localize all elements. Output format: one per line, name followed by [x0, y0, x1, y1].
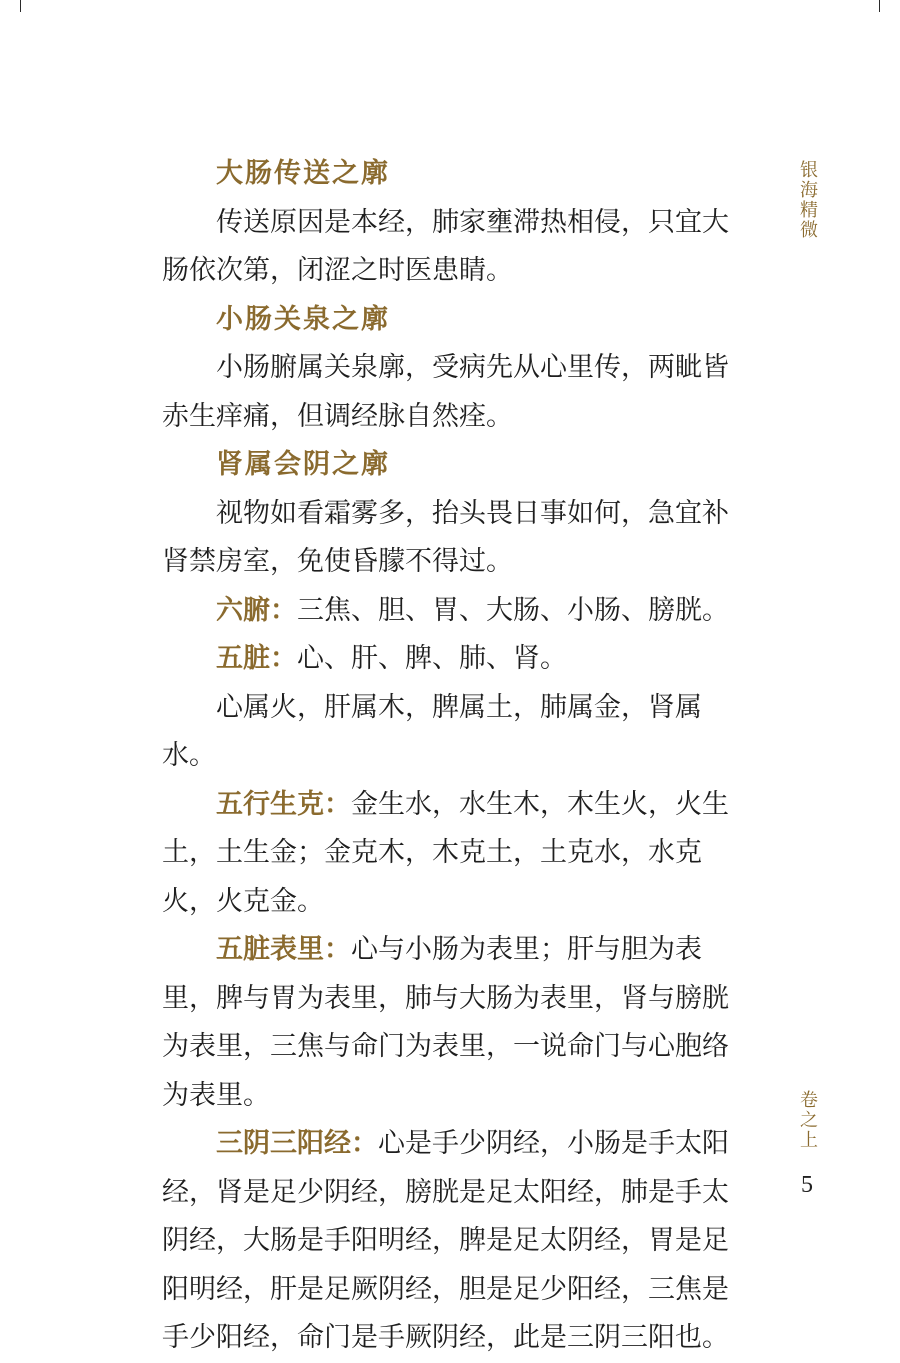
- term-label: 五脏：: [216, 643, 297, 674]
- paragraph: [162, 587, 754, 636]
- paragraph: 视物如看霜雾多，抬头畏日事如何，急宜补肾禁房室，免使昏朦不得过。: [162, 497, 729, 577]
- crop-mark-top-right: [879, 0, 880, 12]
- page-number: 5: [801, 1172, 813, 1198]
- term-label: 五行生克：: [216, 788, 351, 820]
- section-heading: 小肠关泉之廓: [216, 303, 390, 335]
- paragraph: 小肠腑属关泉廓，受病先从心里传，两眦皆赤生痒痛，但调经脉自然痊。: [162, 352, 729, 432]
- term-text: 心是手少阴经，小肠是手太阳经，肾是足少阴经，膀胱是足太阳经，肺是手太阴经，大肠是手阳明经，脾是足太阴经，胃是足阳明经，肝是足厥阴经，胆是足少阳经，三焦是手少阳经，命门是手厥阴经，此是三阴三阳也。: [162, 1128, 729, 1353]
- book-title: 银海精微: [797, 160, 818, 240]
- paragraph: 心属火，肝属木，脾属土，肺属金，肾属水。: [162, 691, 702, 771]
- section-label: 卷之上: [797, 1090, 818, 1150]
- section-heading: 肾属会阴之廓: [216, 449, 390, 480]
- paragraph: [162, 926, 754, 1120]
- term-text: 金生水，水生木，木生火，火生土，土生金；金克木，木克土，土克水，水克火，火克金。: [162, 788, 729, 917]
- term-label: 五脏表里：: [216, 934, 351, 965]
- section-heading: 大肠传送之廓: [216, 158, 390, 189]
- term-text: 三焦、胆、胃、大肠、小肠、膀胱。: [297, 594, 729, 626]
- paragraph: 传送原因是本经，肺家壅滞热相侵，只宜大肠依次第，闭涩之时医患睛。: [162, 206, 729, 286]
- paragraph: [162, 781, 754, 927]
- paragraph: [162, 635, 754, 684]
- term-text: 心、肝、脾、肺、肾。: [297, 643, 567, 674]
- crop-mark-top-left: [20, 0, 21, 12]
- term-label: 三阴三阳经：: [216, 1128, 378, 1159]
- paragraph: [162, 1120, 754, 1363]
- term-label: 六腑：: [216, 594, 297, 626]
- body-text: [162, 150, 754, 1363]
- term-text: 心与小肠为表里；肝与胆为表里，脾与胃为表里，肺与大肠为表里，肾与膀胱为表里，三焦与命门为表里，一说命门与心胞络为表里。: [162, 934, 729, 1111]
